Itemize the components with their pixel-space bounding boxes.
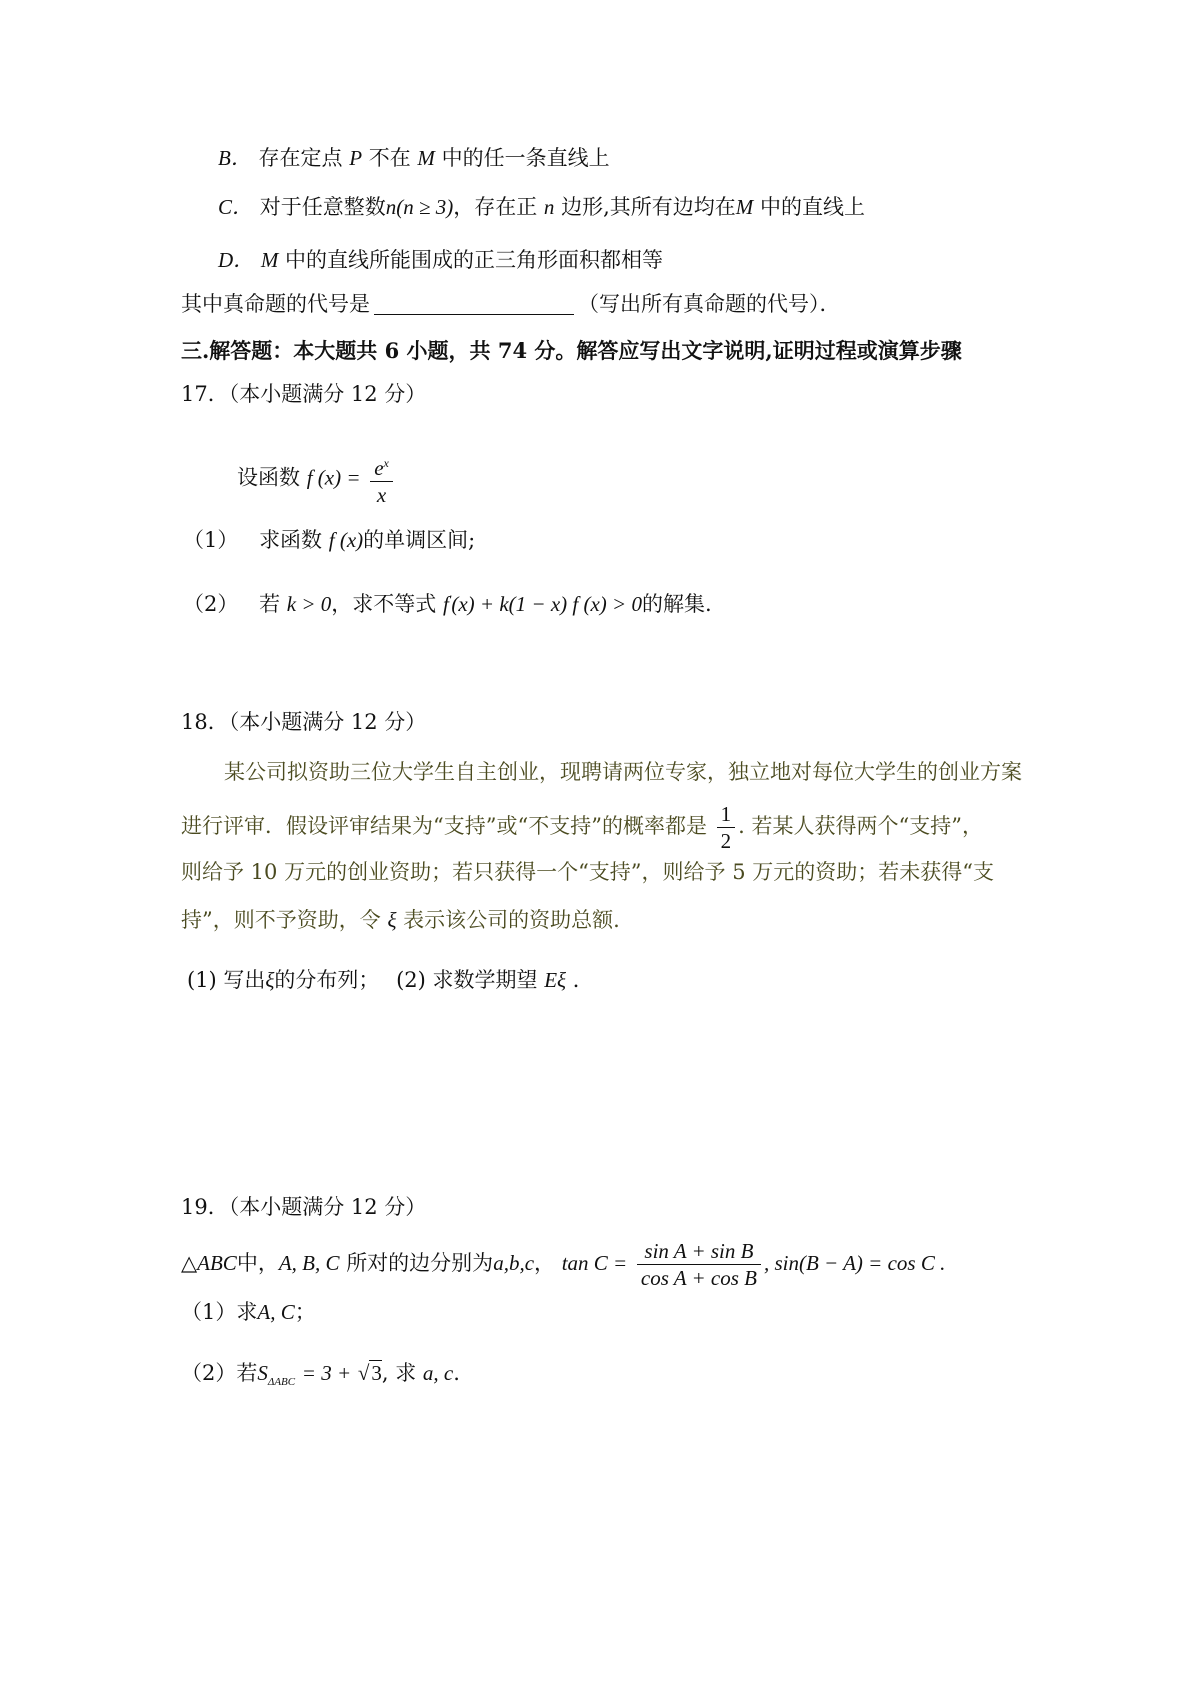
q18-para-line1: 某公司拟资助三位大学生自主创业，现聘请两位专家，独立地对每位大学生的创业方案 — [224, 760, 1022, 784]
q19-header: 19．（本小题满分 12 分） — [181, 1195, 427, 1219]
q17-part2: （2） 若 k > 0，求不等式 f'(x) + k(1 − x) f (x) > 0的解集. — [183, 592, 712, 616]
option-d: D． M 中的直线所能围成的正三角形面积都相等 — [218, 248, 664, 272]
q19-fraction: $\frac{\text{sin A + sin B}}{\text{cos A + cos B}}$ — [637, 1238, 761, 1291]
q17-header: 17．（本小题满分 12 分） — [181, 382, 427, 406]
answer-line: 其中真命题的代号是 （写出所有真命题的代号）． — [181, 292, 841, 316]
q17-part1: （1） 求函数 f (x)的单调区间; — [183, 528, 476, 552]
q19-part2: （2）若$S_{\Delta ABC} = 3 + √3$, 求 a, c. — [181, 1361, 460, 1389]
q18-para-line3: 则给予 10 万元的创业资助；若只获得一个“支持”，则给予 5 万元的资助；若未获得“支 — [181, 860, 994, 884]
option-c: C． 对于任意整数n(n ≥ 3)，存在正 n 边形,其所有边均在M 中的直线上 — [218, 195, 865, 219]
answer-blank — [374, 292, 574, 315]
q18-subquestions: (1) 写出ξ的分布列； (2) 求数学期望 Eξ ． — [187, 968, 594, 992]
q17-fraction: $\frac{e^x}{x}$ — [370, 450, 393, 508]
q19-statement: △ABC中，A, B, C 所对的边分别为a,b,c， tan C = $\frac{\text{sin A + sin B}}{\text{cos A + cos B}}$ , sin(B − A) = cos C . — [181, 1239, 946, 1290]
q18-para-line4: 持”，则不予资助，令 ξ 表示该公司的资助总额. — [181, 908, 620, 932]
option-d-label: D． — [218, 248, 255, 272]
option-b-label: B． — [218, 146, 252, 170]
option-b: B． 存在定点 P 不在 M 中的任一条直线上 — [218, 146, 610, 170]
q19-part1: （1）求A, C； — [181, 1300, 316, 1324]
q18-para-line2: 进行评审．假设评审结果为“支持”或“不支持”的概率都是 $\frac{1}{2}$ . 若某人获得两个“支持”， — [181, 802, 983, 853]
q17-setup: 设函数 f (x) = $\frac{e^x}{x}$ — [237, 450, 396, 508]
q18-fraction: $\frac{1}{2}$ — [717, 801, 736, 854]
option-c-label: C． — [218, 195, 254, 219]
q18-header: 18．（本小题满分 12 分） — [181, 710, 427, 734]
section-title: 三.解答题：本大题共 6 小题，共 74 分。解答应写出文字说明,证明过程或演算步骤 — [181, 338, 962, 363]
